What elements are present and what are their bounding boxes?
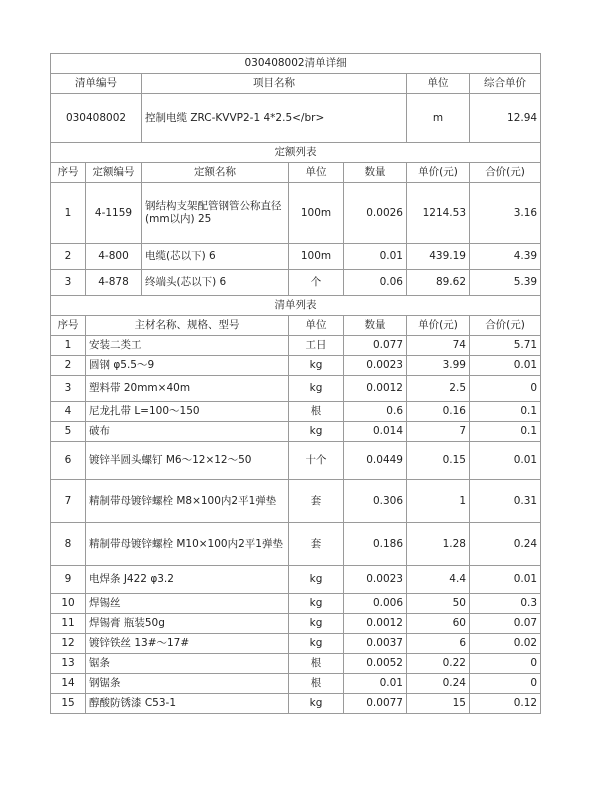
material-total: 0.01 xyxy=(470,356,541,376)
material-price: 3.99 xyxy=(407,356,470,376)
material-qty: 0.0023 xyxy=(344,356,407,376)
quota-qty: 0.01 xyxy=(344,244,407,270)
material-total: 0.1 xyxy=(470,402,541,422)
bill-header-row xyxy=(51,74,541,94)
material-row xyxy=(51,674,541,694)
material-row xyxy=(51,336,541,356)
material-name: 精制带母镀锌螺栓 M8×100内2平1弹垫 xyxy=(86,480,289,523)
bill-name: 控制电缆 ZRC-KVVP2-1 4*2.5</br> xyxy=(142,94,407,143)
material-qty: 0.306 xyxy=(344,480,407,523)
material-name: 安装二类工 xyxy=(86,336,289,356)
material-name: 镀锌半圆头螺钉 M6～12×12～50 xyxy=(86,442,289,480)
material-qty: 0.0012 xyxy=(344,376,407,402)
material-row xyxy=(51,523,541,566)
material-qty: 0.6 xyxy=(344,402,407,422)
quota-qty-header: 数量 xyxy=(344,163,407,183)
material-price: 15 xyxy=(407,694,470,714)
material-unit: kg xyxy=(289,594,344,614)
material-row xyxy=(51,614,541,634)
bill-code-header: 清单编号 xyxy=(51,74,142,94)
material-price-header: 单价(元) xyxy=(407,316,470,336)
quota-name-header: 定额名称 xyxy=(142,163,289,183)
bill-detail-sheet xyxy=(50,53,540,714)
material-unit: 根 xyxy=(289,402,344,422)
material-name: 精制带母镀锌螺栓 M10×100内2平1弹垫 xyxy=(86,523,289,566)
material-unit: kg xyxy=(289,376,344,402)
bill-code: 030408002 xyxy=(51,94,142,143)
quota-no: 3 xyxy=(51,270,86,296)
material-no-header: 序号 xyxy=(51,316,86,336)
material-name: 破布 xyxy=(86,422,289,442)
material-no: 8 xyxy=(51,523,86,566)
material-no: 13 xyxy=(51,654,86,674)
material-qty: 0.0052 xyxy=(344,654,407,674)
material-price: 6 xyxy=(407,634,470,654)
material-no: 5 xyxy=(51,422,86,442)
material-price: 0.22 xyxy=(407,654,470,674)
material-price: 1 xyxy=(407,480,470,523)
quota-unit: 100m xyxy=(289,183,344,244)
material-no: 11 xyxy=(51,614,86,634)
material-no: 14 xyxy=(51,674,86,694)
quota-name: 钢结构支架配管钢管公称直径(mm以内) 25 xyxy=(142,183,289,244)
quota-code-header: 定额编号 xyxy=(86,163,142,183)
bill-unit: m xyxy=(407,94,470,143)
quota-qty: 0.06 xyxy=(344,270,407,296)
quota-price-header: 单价(元) xyxy=(407,163,470,183)
material-qty: 0.0012 xyxy=(344,614,407,634)
material-unit-header: 单位 xyxy=(289,316,344,336)
material-qty: 0.006 xyxy=(344,594,407,614)
material-price: 7 xyxy=(407,422,470,442)
material-name: 尼龙扎带 L=100～150 xyxy=(86,402,289,422)
material-name: 焊锡丝 xyxy=(86,594,289,614)
quota-name: 终端头(芯以下) 6 xyxy=(142,270,289,296)
material-no: 9 xyxy=(51,566,86,594)
material-unit: 套 xyxy=(289,480,344,523)
material-price: 4.4 xyxy=(407,566,470,594)
quota-unit-header: 单位 xyxy=(289,163,344,183)
material-unit: kg xyxy=(289,422,344,442)
material-unit: 根 xyxy=(289,674,344,694)
material-no: 4 xyxy=(51,402,86,422)
material-row xyxy=(51,694,541,714)
quota-header-row xyxy=(51,163,541,183)
material-name: 钢锯条 xyxy=(86,674,289,694)
material-total: 0 xyxy=(470,674,541,694)
quota-unit: 100m xyxy=(289,244,344,270)
material-qty: 0.0023 xyxy=(344,566,407,594)
quota-code: 4-878 xyxy=(86,270,142,296)
quota-no: 1 xyxy=(51,183,86,244)
sheet-title: 030408002清单详细 xyxy=(51,54,541,74)
quota-section-title: 定额列表 xyxy=(51,143,541,163)
material-price: 50 xyxy=(407,594,470,614)
material-row xyxy=(51,442,541,480)
material-no: 3 xyxy=(51,376,86,402)
material-total: 0 xyxy=(470,654,541,674)
material-price: 1.28 xyxy=(407,523,470,566)
material-row xyxy=(51,566,541,594)
quota-name: 电缆(芯以下) 6 xyxy=(142,244,289,270)
material-name: 醇酸防锈漆 C53-1 xyxy=(86,694,289,714)
material-header-row xyxy=(51,316,541,336)
bill-name-header: 项目名称 xyxy=(142,74,407,94)
material-row xyxy=(51,356,541,376)
quota-row xyxy=(51,183,541,244)
quota-price: 1214.53 xyxy=(407,183,470,244)
material-name-header: 主材名称、规格、型号 xyxy=(86,316,289,336)
quota-total: 4.39 xyxy=(470,244,541,270)
material-total-header: 合价(元) xyxy=(470,316,541,336)
material-price: 74 xyxy=(407,336,470,356)
material-no: 10 xyxy=(51,594,86,614)
material-total: 0.01 xyxy=(470,566,541,594)
material-name: 电焊条 J422 φ3.2 xyxy=(86,566,289,594)
quota-row xyxy=(51,270,541,296)
quota-total: 3.16 xyxy=(470,183,541,244)
material-total: 0.07 xyxy=(470,614,541,634)
material-row xyxy=(51,480,541,523)
material-unit: 工日 xyxy=(289,336,344,356)
material-qty: 0.0037 xyxy=(344,634,407,654)
material-price: 0.16 xyxy=(407,402,470,422)
material-row xyxy=(51,376,541,402)
material-row xyxy=(51,594,541,614)
quota-code: 4-1159 xyxy=(86,183,142,244)
bill-row xyxy=(51,94,541,143)
quota-price: 439.19 xyxy=(407,244,470,270)
material-unit: kg xyxy=(289,634,344,654)
material-total: 0.12 xyxy=(470,694,541,714)
material-unit: 根 xyxy=(289,654,344,674)
material-name: 塑料带 20mm×40m xyxy=(86,376,289,402)
material-no: 12 xyxy=(51,634,86,654)
material-total: 5.71 xyxy=(470,336,541,356)
material-qty: 0.077 xyxy=(344,336,407,356)
material-no: 2 xyxy=(51,356,86,376)
material-name: 焊锡膏 瓶装50g xyxy=(86,614,289,634)
bill-detail-table xyxy=(50,53,541,714)
material-unit: kg xyxy=(289,694,344,714)
quota-code: 4-800 xyxy=(86,244,142,270)
quota-no-header: 序号 xyxy=(51,163,86,183)
material-name: 锯条 xyxy=(86,654,289,674)
material-name: 镀锌铁丝 13#～17# xyxy=(86,634,289,654)
material-no: 15 xyxy=(51,694,86,714)
bill-unit-header: 单位 xyxy=(407,74,470,94)
material-section-title: 清单列表 xyxy=(51,296,541,316)
material-qty: 0.186 xyxy=(344,523,407,566)
material-row xyxy=(51,634,541,654)
material-total: 0.24 xyxy=(470,523,541,566)
material-row xyxy=(51,654,541,674)
material-qty-header: 数量 xyxy=(344,316,407,336)
quota-unit: 个 xyxy=(289,270,344,296)
quota-total-header: 合价(元) xyxy=(470,163,541,183)
material-price: 2.5 xyxy=(407,376,470,402)
bill-price: 12.94 xyxy=(470,94,541,143)
material-total: 0.3 xyxy=(470,594,541,614)
material-no: 1 xyxy=(51,336,86,356)
material-qty: 0.0449 xyxy=(344,442,407,480)
material-total: 0.01 xyxy=(470,442,541,480)
quota-qty: 0.0026 xyxy=(344,183,407,244)
material-unit: kg xyxy=(289,356,344,376)
material-qty: 0.014 xyxy=(344,422,407,442)
material-unit: 套 xyxy=(289,523,344,566)
quota-total: 5.39 xyxy=(470,270,541,296)
material-total: 0.02 xyxy=(470,634,541,654)
material-row xyxy=(51,422,541,442)
material-unit: kg xyxy=(289,614,344,634)
quota-price: 89.62 xyxy=(407,270,470,296)
material-price: 0.15 xyxy=(407,442,470,480)
material-total: 0.31 xyxy=(470,480,541,523)
material-total: 0.1 xyxy=(470,422,541,442)
quota-no: 2 xyxy=(51,244,86,270)
material-unit: 十个 xyxy=(289,442,344,480)
material-unit: kg xyxy=(289,566,344,594)
material-row xyxy=(51,402,541,422)
material-price: 60 xyxy=(407,614,470,634)
material-total: 0 xyxy=(470,376,541,402)
bill-price-header: 综合单价 xyxy=(470,74,541,94)
material-name: 圆钢 φ5.5～9 xyxy=(86,356,289,376)
material-price: 0.24 xyxy=(407,674,470,694)
material-no: 6 xyxy=(51,442,86,480)
quota-row xyxy=(51,244,541,270)
material-no: 7 xyxy=(51,480,86,523)
material-qty: 0.01 xyxy=(344,674,407,694)
material-qty: 0.0077 xyxy=(344,694,407,714)
